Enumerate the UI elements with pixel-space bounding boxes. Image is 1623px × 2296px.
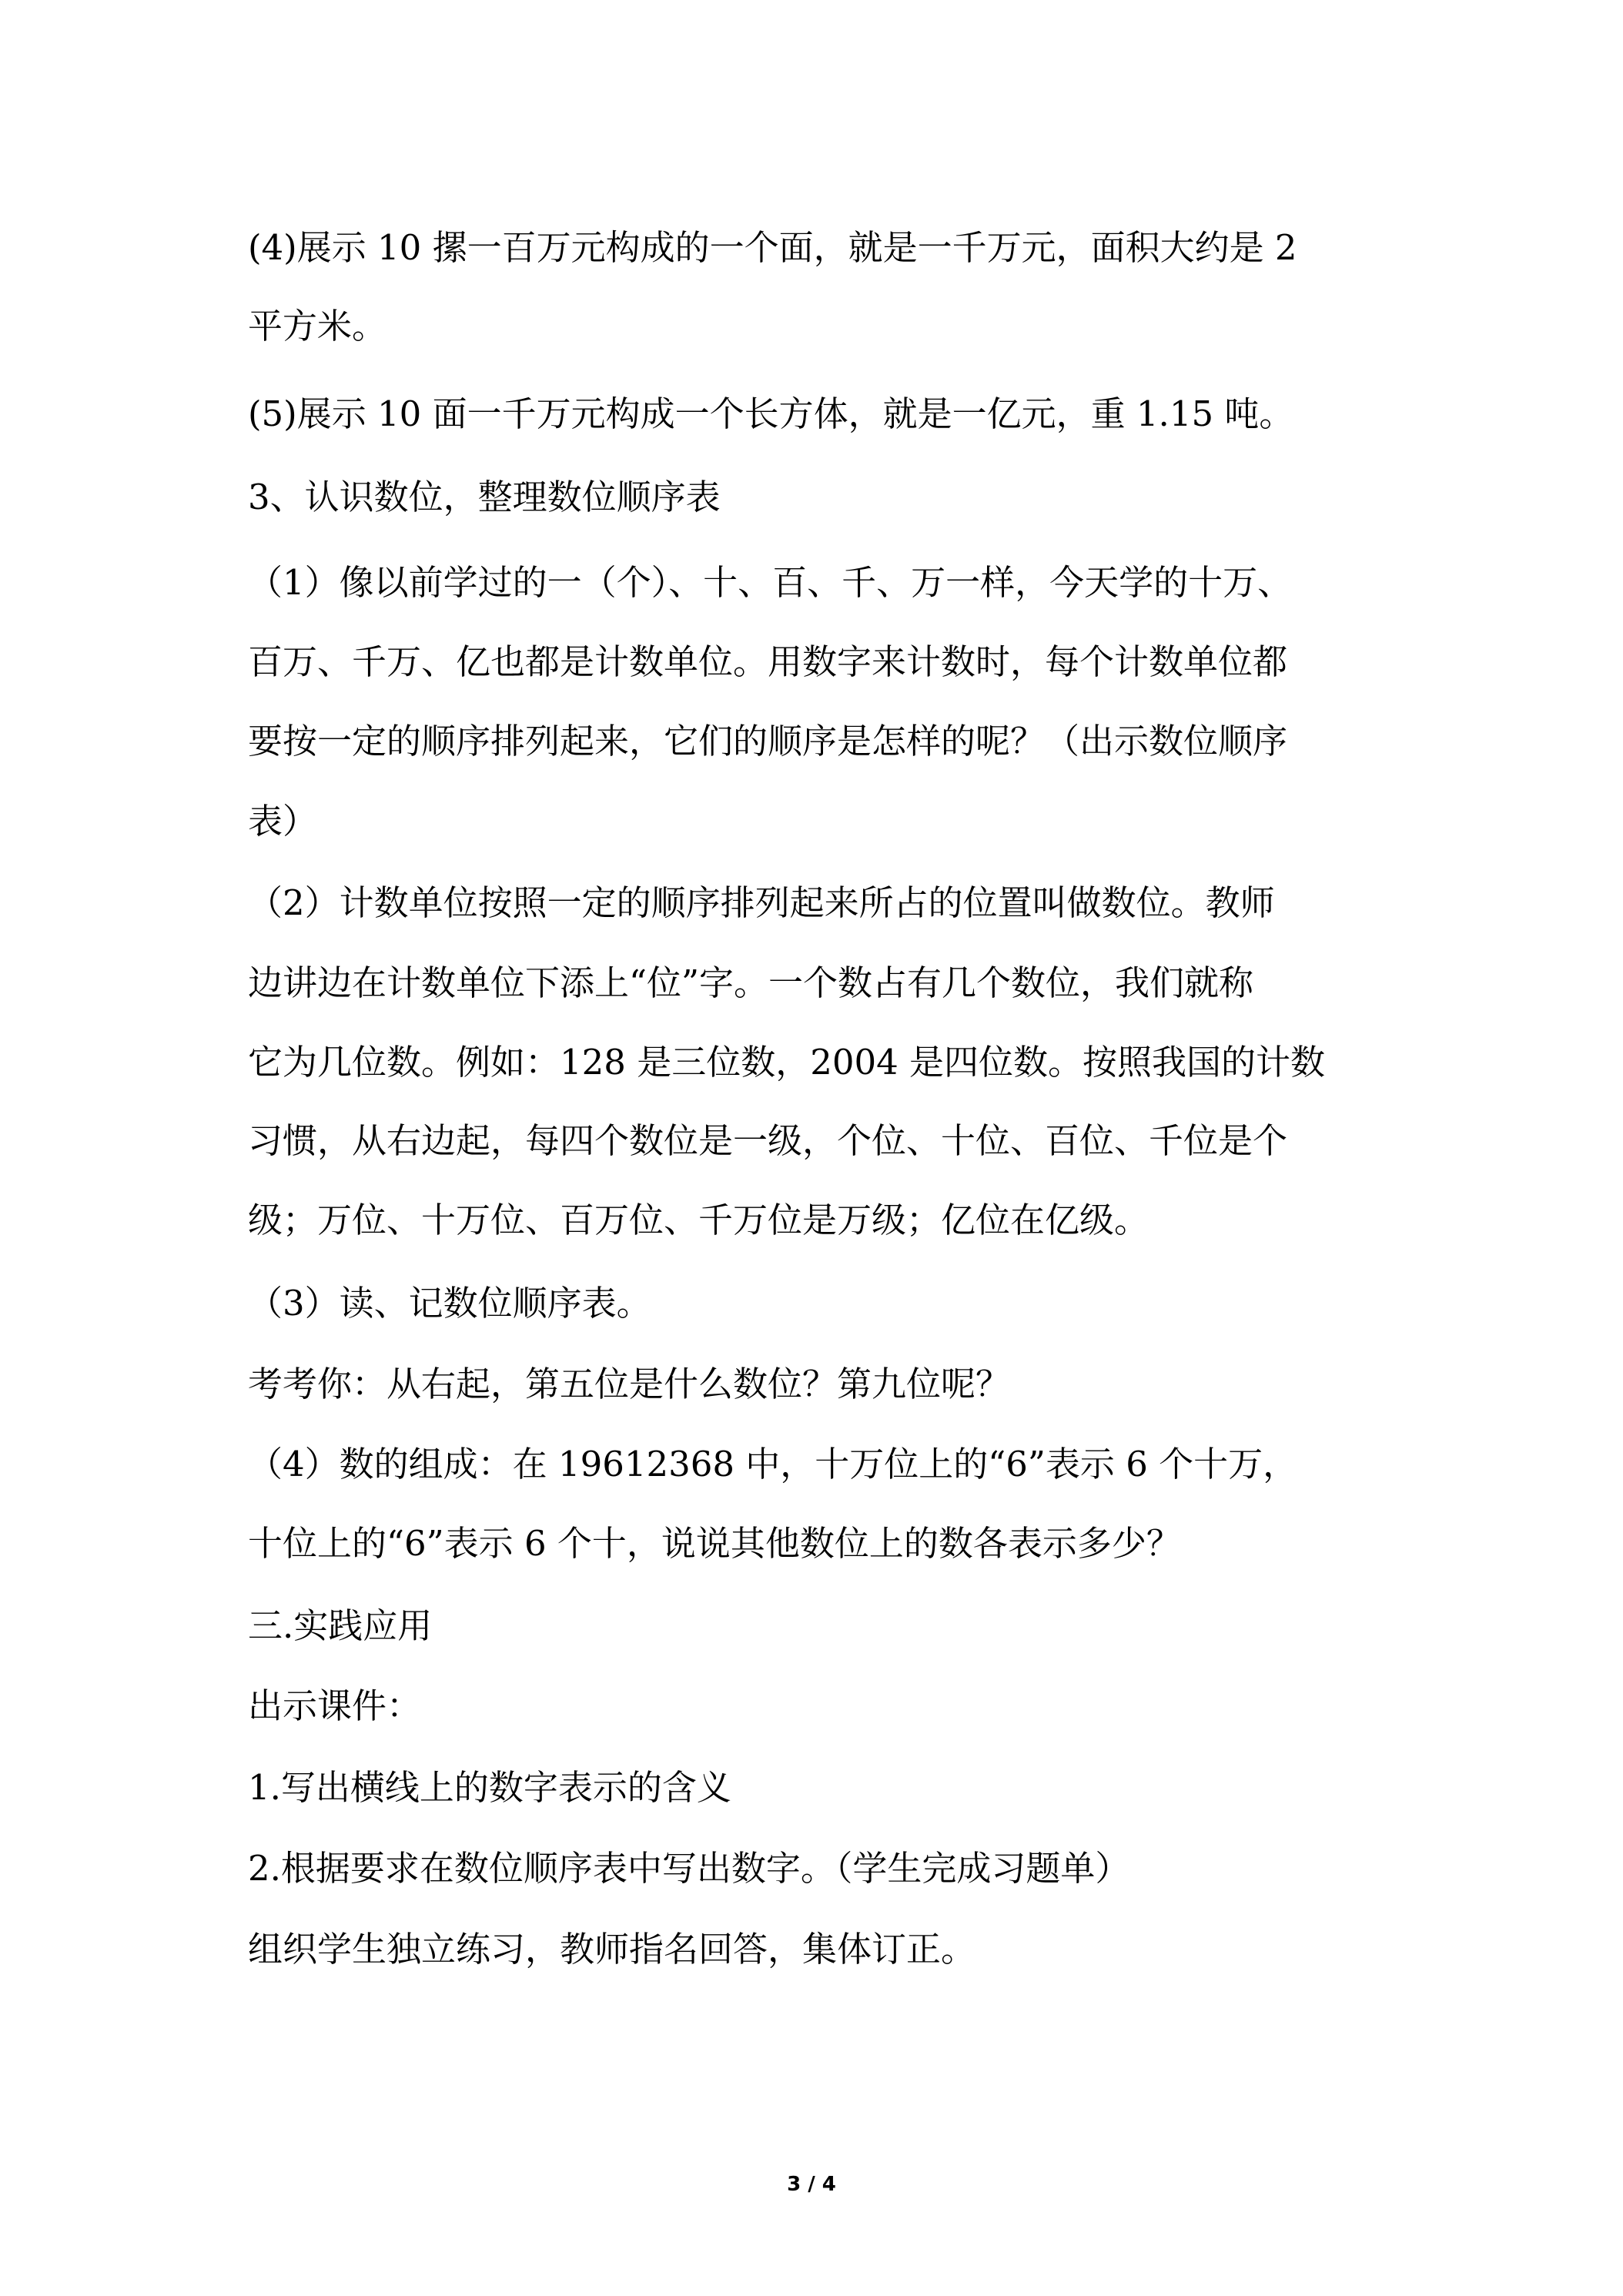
text-line: 十位上的“6”表示 6 个十，说说其他数位上的数各表示多少？: [248, 1523, 1181, 1564]
text-line: 百万、千万、亿也都是计数单位。用数字来计数时，每个计数单位都: [248, 641, 1288, 682]
text-line: 级；万位、十万位、百万位、千万位是万级；亿位在亿级。: [248, 1200, 1149, 1240]
text-line: 要按一定的顺序排列起来，它们的顺序是怎样的呢？（出示数位顺序: [248, 721, 1288, 761]
text-line: （2）计数单位按照一定的顺序排列起来所占的位置叫做数位。教师: [248, 882, 1275, 923]
text-line: 出示课件：: [248, 1685, 422, 1726]
text-line: 组织学生独立练习，教师指名回答，集体订正。: [248, 1929, 976, 1970]
text-line: 平方米。: [248, 306, 387, 346]
text-line: 它为几位数。例如：128 是三位数，2004 是四位数。按照我国的计数: [248, 1042, 1326, 1083]
section-heading: 三.实践应用: [248, 1605, 433, 1646]
page-number: 3 / 4: [787, 2173, 836, 2196]
text-line: (4)展示 10 摞一百万元构成的一个面，就是一千万元，面积大约是 2: [248, 227, 1297, 268]
text-line: (5)展示 10 面一千万元构成一个长方体，就是一亿元，重 1.15 吨。: [248, 393, 1294, 434]
text-line: （1）像以前学过的一（个）、十、百、千、万一样，今天学的十万、: [248, 562, 1293, 603]
text-line: （3）读、记数位顺序表。: [248, 1283, 651, 1324]
text-line: 习惯，从右边起，每四个数位是一级，个位、十位、百位、千位是个: [248, 1120, 1288, 1161]
text-line: 边讲边在计数单位下添上“位”字。一个数占有几个数位，我们就称: [248, 962, 1254, 1003]
text-line: 2.根据要求在数位顺序表中写出数字。（学生完成习题单）: [248, 1848, 1130, 1889]
text-line: （4）数的组成：在 19612368 中，十万位上的“6”表示 6 个十万，: [248, 1444, 1298, 1484]
text-line: 1.写出横线上的数字表示的含义: [248, 1767, 731, 1808]
section-heading: 3、认识数位，整理数位顺序表: [248, 477, 721, 517]
text-line: 考考你：从右起，第五位是什么数位？第九位呢？: [248, 1364, 1011, 1404]
text-line: 表）: [248, 801, 318, 842]
